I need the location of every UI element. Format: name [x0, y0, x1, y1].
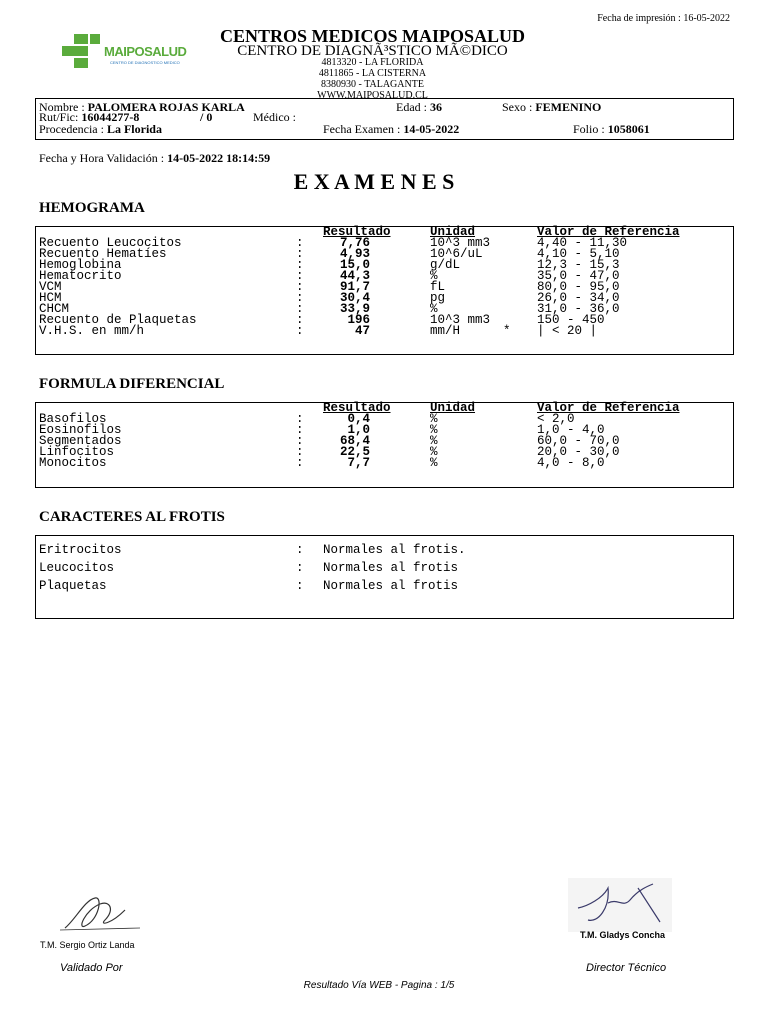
test-name: Recuento Leucocitos	[39, 236, 182, 250]
table-row	[0, 282, 768, 293]
cell-unit: %	[430, 456, 438, 470]
cell-result: Normales al frotis.	[323, 543, 466, 557]
test-unit: mm/H	[430, 324, 461, 338]
cell-result: 1,0	[347, 423, 370, 437]
origin-label: Procedencia :	[39, 122, 104, 136]
phone-la-cisterna: 4811865 - LA CISTERNA	[318, 68, 427, 79]
age-label: Edad :	[396, 100, 427, 114]
test-name: Hemoglobina	[39, 258, 122, 272]
validation-label: Fecha y Hora Validación :	[39, 151, 165, 165]
validation-datetime	[39, 151, 270, 166]
cell-reference: 4,0 - 8,0	[537, 456, 605, 470]
sex-label: Sexo :	[502, 100, 533, 114]
cell-name: Segmentados	[39, 434, 122, 448]
test-result: 44,3	[339, 269, 370, 283]
colon-separator: :	[296, 291, 304, 305]
test-result: 91,7	[339, 280, 370, 294]
test-unit: 10^3 mm3	[430, 236, 491, 250]
test-flag: *	[503, 324, 511, 338]
footer-page-info: Resultado Vía WEB - Pagina : 1/5	[303, 980, 455, 991]
cell-unit: %	[430, 434, 438, 448]
web-link[interactable]: WWW.MAIPOSALUD.CL	[317, 90, 428, 101]
test-unit: 10^6/uL	[430, 247, 483, 261]
patient-age	[396, 100, 442, 115]
table-row	[0, 458, 768, 469]
cell-result: Normales al frotis	[323, 579, 459, 593]
signature-right-role: Director Técnico	[586, 962, 667, 974]
test-name: CHCM	[39, 302, 70, 316]
test-reference: 31,0 - 36,0	[537, 302, 620, 316]
exam-date-value: 14-05-2022	[403, 122, 460, 136]
test-name: Recuento de Plaquetas	[39, 313, 197, 327]
test-result: 196	[347, 313, 370, 327]
folio-value: 1058061	[607, 122, 650, 136]
signature-right-icon	[568, 878, 672, 932]
table-row	[0, 326, 768, 337]
phone-la-florida: 4813320 - LA FLORIDA	[321, 57, 424, 68]
test-name: Recuento Hematíes	[39, 247, 167, 261]
formula-title: FORMULA DIFERENCIAL	[39, 376, 225, 392]
cell-name: Eosinofilos	[39, 423, 122, 437]
cell-result: Normales al frotis	[323, 561, 459, 575]
test-reference: 26,0 - 34,0	[537, 291, 620, 305]
age-value: 36	[430, 100, 442, 114]
test-name: V.H.S. en mm/h	[39, 324, 145, 338]
test-result: 4,93	[339, 247, 370, 261]
colon-separator: :	[296, 280, 304, 294]
test-result: 30,4	[339, 291, 370, 305]
test-reference: 4,40 - 11,30	[537, 236, 628, 250]
exam-date	[323, 122, 459, 137]
colon-separator: :	[296, 456, 304, 470]
cell-result: 7,7	[347, 456, 370, 470]
hemograma-title: HEMOGRAMA	[39, 200, 145, 216]
test-reference: 80,0 - 95,0	[537, 280, 620, 294]
formula-col-result: Resultado	[323, 401, 391, 415]
sex-value: FEMENINO	[535, 100, 602, 114]
cell-unit: %	[430, 423, 438, 437]
test-name: VCM	[39, 280, 62, 294]
test-unit: %	[430, 269, 438, 283]
test-result: 15,0	[339, 258, 370, 272]
doctor-label: Médico :	[253, 110, 296, 124]
colon-separator: :	[296, 247, 304, 261]
test-reference: | < 20 |	[537, 324, 598, 338]
center-name: CENTROS MEDICOS MAIPOSALUD	[219, 26, 526, 46]
maiposalud-logo	[60, 32, 190, 72]
colon-separator: :	[296, 423, 304, 437]
list-item	[0, 563, 768, 577]
test-result: 47	[354, 324, 370, 338]
cell-unit: %	[430, 412, 438, 426]
folio-label: Folio :	[573, 122, 605, 136]
rut-value: 16044277-8	[81, 110, 140, 124]
formula-col-reference: Valor de Referencia	[537, 401, 680, 415]
list-item	[0, 545, 768, 559]
cell-name: Leucocitos	[39, 561, 115, 575]
test-result: 7,76	[339, 236, 370, 250]
logo-text: MAIPOSALUD	[104, 44, 187, 59]
colon-separator: :	[296, 412, 304, 426]
table-row	[0, 436, 768, 447]
folio	[573, 122, 650, 137]
test-unit: g/dL	[430, 258, 461, 272]
patient-origin	[39, 122, 162, 137]
cell-name: Basofilos	[39, 412, 107, 426]
origin-value: La Florida	[106, 122, 162, 136]
colon-separator: :	[296, 324, 304, 338]
cell-reference: 1,0 - 4,0	[537, 423, 605, 437]
main-title: E X A M E N E S	[293, 169, 455, 194]
colon-separator: :	[296, 236, 304, 250]
test-name: Hematocrito	[39, 269, 122, 283]
colon-separator: :	[296, 434, 304, 448]
test-reference: 4,10 - 5,10	[537, 247, 620, 261]
test-unit: %	[430, 302, 438, 316]
cell-result: 0,4	[347, 412, 370, 426]
cell-name: Linfocitos	[39, 445, 115, 459]
colon-separator: :	[296, 313, 304, 327]
print-date: Fecha de impresión : 16-05-2022	[597, 13, 730, 24]
test-result: 33,9	[339, 302, 370, 316]
center-contacts	[300, 57, 445, 101]
name-value: PALOMERA ROJAS KARLA	[87, 100, 245, 114]
cell-reference: < 2,0	[537, 412, 575, 426]
test-unit: 10^3 mm3	[430, 313, 491, 327]
test-unit: pg	[430, 291, 446, 305]
colon-separator: :	[296, 302, 304, 316]
name-label: Nombre :	[39, 100, 85, 114]
colon-separator: :	[296, 579, 304, 593]
signature-left-role: Validado Por	[60, 962, 123, 974]
signature-right-name: T.M. Gladys Concha	[580, 930, 666, 940]
colon-separator: :	[296, 445, 304, 459]
test-unit: fL	[430, 280, 446, 294]
test-name: HCM	[39, 291, 62, 305]
test-reference: 12,3 - 15,3	[537, 258, 620, 272]
table-row	[0, 293, 768, 304]
cell-name: Eritrocitos	[39, 543, 122, 557]
hemograma-col-reference: Valor de Referencia	[537, 225, 680, 239]
table-row	[0, 271, 768, 282]
cell-reference: 20,0 - 30,0	[537, 445, 620, 459]
phone-talagante: 8380930 - TALAGANTE	[321, 79, 424, 90]
patient-sex	[502, 100, 601, 115]
signature-left-name: T.M. Sergio Ortiz Landa	[40, 940, 135, 950]
logo-subtext: CENTRO DE DIAGNOSTICO MEDICO	[110, 60, 180, 65]
frotis-title: CARACTERES AL FROTIS	[39, 509, 225, 525]
table-row	[0, 447, 768, 458]
cell-reference: 60,0 - 70,0	[537, 434, 620, 448]
colon-separator: :	[296, 543, 304, 557]
cell-result: 68,4	[339, 434, 370, 448]
hemograma-col-unit: Unidad	[430, 225, 476, 239]
formula-col-unit: Unidad	[430, 401, 476, 415]
cell-name: Monocitos	[39, 456, 107, 470]
exam-date-label: Fecha Examen :	[323, 122, 401, 136]
list-item	[0, 581, 768, 595]
hemograma-col-result: Resultado	[323, 225, 391, 239]
fic-value: / 0	[200, 110, 213, 124]
colon-separator: :	[296, 561, 304, 575]
signature-left-icon	[55, 890, 145, 940]
cell-result: 22,5	[339, 445, 370, 459]
colon-separator: :	[296, 258, 304, 272]
cell-unit: %	[430, 445, 438, 459]
validation-value: 14-05-2022 18:14:59	[167, 151, 271, 165]
colon-separator: :	[296, 269, 304, 283]
cell-name: Plaquetas	[39, 579, 107, 593]
test-reference: 150 - 450	[537, 313, 605, 327]
rut-label: Rut/Fic:	[39, 110, 79, 124]
test-reference: 35,0 - 47,0	[537, 269, 620, 283]
center-subtitle: CENTRO DE DIAGNÃ³STICO MÃ©DICO	[237, 43, 508, 59]
